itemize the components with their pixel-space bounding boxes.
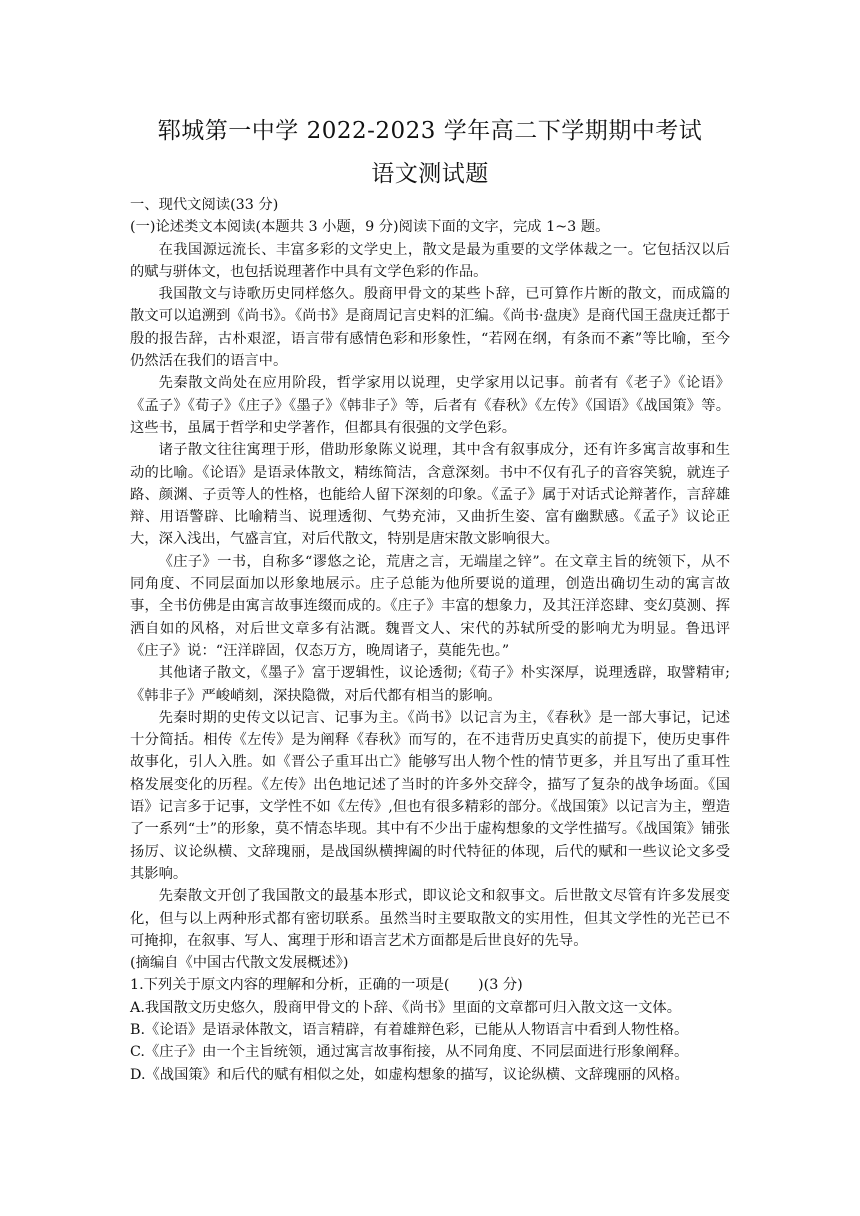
question-1-option-b: B.《论语》是语录体散文，语言精辟，有着雄辩色彩，已能从人物语言中看到人物性格。 [130, 1021, 689, 1038]
passage-source: (摘编自《中国古代散文发展概述》) [130, 955, 349, 972]
question-1-option-c: C.《庄子》由一个主旨统领，通过寓言故事衔接，从不同角度、不同层面进行形象阐释。 [130, 1044, 689, 1061]
passage-paragraph: 其他诸子散文，《墨子》富于逻辑性，议论透彻;《荀子》朴实深厚，说理透辟，取譬精审;《韩非子》严峻峭刻，深抉隐微，对后代都有相当的影响。 [130, 665, 730, 704]
section-heading: 一、现代文阅读(33 分) [130, 197, 279, 213]
passage-paragraph: 先秦散文尚处在应用阶段，哲学家用以说理，史学家用以记事。前者有《老子》《论语》《孟子》《荀子》《庄子》《墨子》《韩非子》等，后者有《春秋》《左传》《国语》《战国策》等。这些书，虽属于哲学和史学著作，但都具有很强的文学色彩。 [130, 375, 730, 436]
question-1-stem: 1.下列关于原文内容的理解和分析，正确的一项是( )(3 分) [130, 977, 523, 994]
passage-paragraph: 先秦散文开创了我国散文的最基本形式，即议论文和叙事文。后世散文尽管有许多发展变化，但与以上两种形式都有密切联系。虽然当时主要取散文的实用性，但其文学性的光芒已不可掩抑，在叙事、写人、寓理于形和语言艺术方面都是后世良好的先导。 [130, 888, 730, 949]
question-1-option-a: A.我国散文历史悠久，殷商甲骨文的卜辞、《尚书》里面的文章都可归入散文这一文体。 [130, 999, 681, 1016]
passage-paragraph: 《庄子》一书，自称多“谬悠之论，荒唐之言，无端崖之锌”。在文章主旨的统领下，从不同角度、不同层面加以形象地展示。庄子总能为他所要说的道理，创造出确切生动的寓言故事，全书仿佛是由寓言故事连缀而成的。《庄子》丰富的想象力，及其汪洋恣肆、变幻莫测、挥洒自如的风格，对后世文章多有沾溉。魏晋文人、宋代的苏轼所受的影响尤为明显。鲁迅评《庄子》说：“汪洋辟固，仅态万方，晚周诸子，莫能先也。” [130, 553, 730, 659]
passage-paragraph: 在我国源远流长、丰富多彩的文学史上，散文是最为重要的文学体裁之一。它包括汉以后的赋与骈体文，也包括说理著作中具有文学色彩的作品。 [130, 241, 730, 280]
exam-title: 郓城第一中学 2022-2023 学年高二下学期期中考试 [157, 118, 703, 144]
question-1-option-d: D.《战国策》和后代的赋有相似之处，如虚构想象的描写，议论纵横、文辞瑰丽的风格。 [130, 1066, 689, 1083]
passage-paragraph: 我国散文与诗歌历史同样悠久。殷商甲骨文的某些卜辞，已可算作片断的散文，而成篇的散文可以追溯到《尚书》。《尚书》是商周记言史料的汇编。《尚书·盘庚》是商代国王盘庚迁都于殷的报告辞，古朴艰涩，语言带有感情色彩和形象性，“若网在纲，有条而不紊”等比喻，至今仍然活在我们的语言中。 [130, 286, 730, 370]
passage-paragraph: 诸子散文往往寓理于形，借助形象陈义说理，其中含有叙事成分，还有许多寓言故事和生动的比喻。《论语》是语录体散文，精练简洁，含意深刻。书中不仅有孔子的音容笑貌，就连子路、颜渊、子贡等人的性格，也能给人留下深刻的印象。《孟子》属于对话式论辩著作，言辞雄辩、用语警辟、比喻精当、说理透彻、气势充沛，又曲折生姿、富有幽默感。《孟子》议论正大，深入浅出，气盛言宜，对后代散文，特别是唐宋散文影响很大。 [130, 442, 730, 548]
exam-subtitle: 语文测试题 [371, 161, 489, 187]
passage-paragraph: 先秦时期的史传文以记言、记事为主。《尚书》以记言为主，《春秋》是一部大事记，记述十分简括。相传《左传》是为阐释《春秋》而写的，在不违背历史真实的前提下，使历史事件故事化，引人入胜。如《晋公子重耳出亡》能够写出人物个性的情节更多，并且写出了重耳性格发展变化的历程。《左传》出色地记述了当时的许多外交辞令，描写了复杂的战争场面。《国语》记言多于记事，文学性不如《左传》,但也有很多精彩的部分。《战国策》以记言为主，塑造了一系列“士”的形象，莫不情态毕现。其中有不少出于虚构想象的文学性描写。《战国策》铺张扬厉、议论纵横、文辞瑰丽，是战国纵横捭阖的时代特征的体现，后代的赋和一些议论文多受其影响。 [130, 709, 730, 882]
exam-content [130, 194, 730, 1086]
sub-section-heading: (一)论述类文本阅读(本题共 3 小题，9 分)阅读下面的文字，完成 1~3 题。 [130, 219, 610, 236]
